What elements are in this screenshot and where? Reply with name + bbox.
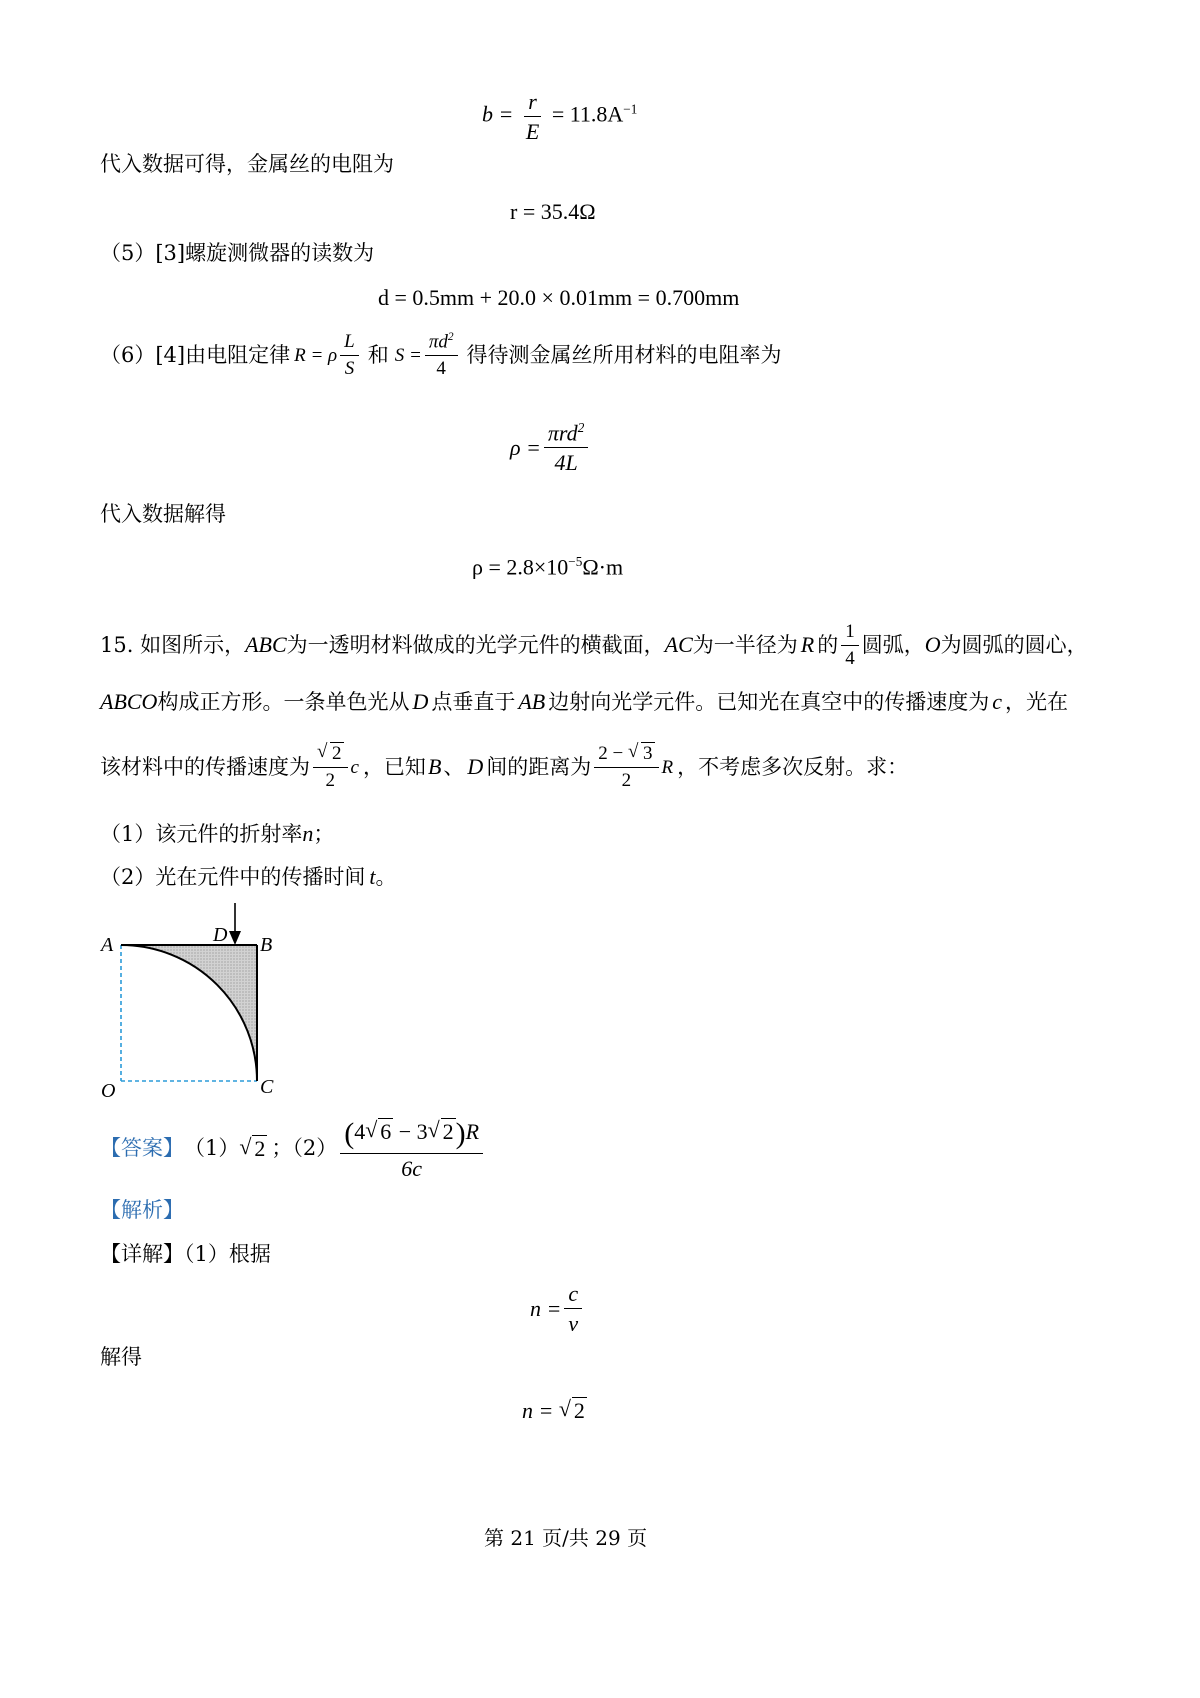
q15-sub-2 [100,866,397,888]
line-6-frac-LS [340,332,359,379]
q15-l3-sep: 、 [443,754,465,779]
q15-sub1-b: ； [313,822,335,846]
q15-l1-e: 圆弧， [861,632,925,657]
q15-l1-R: R [800,632,815,658]
detail-a: （1）根据 [184,1242,271,1266]
answer-2-den: 6c [401,1155,423,1181]
line-6-pid: πd [428,331,448,353]
q15-l1-frac-den: 4 [845,647,855,669]
label-B: B [260,934,273,956]
optics-figure-svg [95,895,295,1105]
q15-l3-frac-1 [313,744,348,791]
line-jiede: 解得 [100,1345,142,1369]
answer-2-mid: − 3 [398,1118,428,1144]
line-6-S2: S = [394,345,422,367]
line-6-L: L [340,332,359,356]
line-6-and: 和 [367,343,389,368]
q15-l1-d: 的 [817,632,839,657]
label-O: O [101,1080,116,1102]
q15-l2-D: D [412,689,429,714]
line-6-four: 4 [436,358,446,380]
q15-sub2-t: t [369,864,376,889]
label-C: C [260,1076,274,1098]
q15-l3-frac-2 [594,744,658,791]
eq-rho-val-main: ρ = 2.8×10 [472,554,569,580]
answer-2-R: R [465,1118,480,1144]
q15-sub2-b: 。 [375,865,397,889]
q15-l3-D: D [467,754,484,780]
eq-b-sup: −1 [623,101,638,117]
eq-rho-num-sup: 2 [577,420,585,435]
q15-sub2-a: （2）光在元件中的传播时间 [100,865,366,889]
eq-n-num: c [564,1282,582,1309]
line-6-frac-pid [425,332,458,379]
q15-l1-f: 为圆弧的圆心， [940,632,1088,657]
q15-l3-d: ，不考虑多次反射。求： [677,754,909,779]
answer-sep: ；（2） [271,1136,338,1161]
q15-l2-b: 点垂直于 [431,689,516,714]
q15-l3-den: 2 [325,769,335,791]
light-ray-arrowhead [229,931,241,945]
optics-figure [95,895,295,1105]
answer-1-radicand: 2 [254,1135,266,1161]
equation-d [378,285,739,311]
q15-l2-a: 构成正方形。一条单色光从 [157,689,410,714]
eq-rho-num: πrd [547,420,578,446]
equation-b [482,90,637,143]
q15-sub1-a: （1）该元件的折射率 [100,822,303,846]
eq-n-val-lhs: n = [522,1398,554,1423]
eq-d-text: d = 0.5mm + 20.0 × 0.01mm = 0.700mm [378,285,740,310]
q15-l3-B: B [427,754,442,780]
line-6 [100,332,782,379]
equation-n [530,1282,585,1335]
detail-line [100,1244,271,1265]
label-D: D [213,924,228,946]
q15-l1-ABC: ABC [245,632,287,658]
q15-l1-frac-num: 1 [841,622,859,646]
eq-rho-frac [544,421,588,475]
eq-rho-val-sup: −5 [568,554,583,569]
detail-tag: 【详解】 [100,1242,184,1266]
eq-rho-val-unit: Ω·m [582,554,624,580]
eq-rho-lhs: ρ = [510,434,541,460]
eq-b-rhs: = 11.8A [551,101,624,127]
equation-r [510,199,596,225]
q15-l1-c: 为一半径为 [692,632,798,657]
q15-l2-c: 边射向光学元件。已知光在真空中的传播速度为 [548,689,990,714]
q15-l1-a: 15. 如图所示， [100,632,246,657]
line-6-R: R = ρ [294,345,338,367]
q15-l2-AB: AB [518,689,546,714]
analysis-tag: 【解析】 [100,1198,184,1222]
q15-l3-den2: 2 [621,769,632,791]
label-A: A [101,934,114,956]
q15-l3-cvar: c [350,756,359,778]
q15-l2-cvar: c [992,689,1002,714]
eq-n-frac [564,1282,582,1335]
eq-r-text: r = 35.4Ω [510,199,596,224]
equation-n-value [522,1398,587,1424]
q15-l1-frac [841,622,859,669]
q15-sub1-n: n [302,821,314,846]
line-6-pid-sup: 2 [447,331,454,343]
answer-1-label: （1） [184,1136,240,1161]
answer-2-r2: 2 [442,1118,454,1144]
q15-line-3 [100,744,908,791]
eq-b-frac [522,90,543,143]
answer-2-frac: $\frac{(4√ 6 - 3√ 2)R}{6c}$ [340,1118,483,1180]
line-solve: 代入数据解得 [100,502,226,526]
equation-rho-value [472,554,623,580]
q15-l3-R: R [661,756,674,778]
eq-b-num: r [524,90,541,117]
line-6-S: S [344,358,355,380]
answer-2-r1: 6 [380,1118,392,1144]
answer-tag: 【答案】 [100,1136,184,1161]
q15-l3-num-a: 2 − [598,743,624,764]
answer-line [100,1118,486,1180]
line-substitute: 代入数据可得，金属丝的电阻为 [100,152,394,176]
q15-l1-O: O [924,632,941,658]
q15-sub-1 [100,823,334,845]
q15-l3-num-rad: 2 [332,743,342,764]
eq-b-den: E [525,119,540,145]
q15-l2-d: ，光在 [1005,689,1068,714]
answer-1-value [239,1135,267,1161]
q15-l3-a: 该材料中的传播速度为 [100,754,310,779]
eq-b-lhs: b = [482,101,514,127]
q15-l3-c: 间的距离为 [486,754,592,779]
eq-rho-den: 4L [554,450,578,476]
q15-l1-b: 为一透明材料做成的光学元件的横截面， [286,632,665,657]
shaded-element-region [121,945,257,1081]
answer-2-c1: 4 [354,1118,366,1144]
q15-l2-ABCO: ABCO [100,689,158,714]
eq-n-lhs: n = [530,1295,562,1321]
eq-n-val-radicand: 2 [573,1398,585,1423]
q15-line-1 [100,622,1088,669]
q15-l1-AC: AC [664,632,693,658]
eq-n-den: v [568,1311,579,1337]
page-footer: 第 21 页/共 29 页 [484,1526,648,1550]
equation-rho [510,421,591,475]
line-6-tail: 得待测金属丝所用材料的电阻率为 [466,343,782,368]
q15-l3-num-rad2: 3 [643,743,653,764]
line-5: （5）[3]螺旋测微器的读数为 [100,241,375,265]
q15-l3-b: ，已知 [362,754,426,779]
line-6-lead: （6）[4]由电阻定律 [100,343,291,368]
q15-line-2 [100,691,1068,713]
